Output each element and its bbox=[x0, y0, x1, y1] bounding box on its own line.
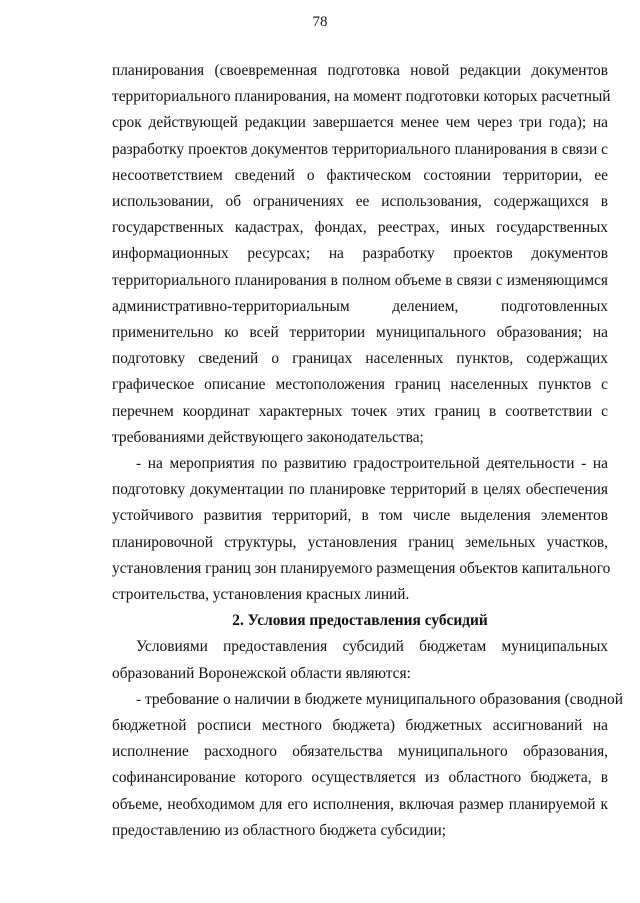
document-body bbox=[112, 58, 623, 844]
text-line: разработку проектов документов территориального планирования в связи с bbox=[112, 140, 608, 158]
text-line: подготовку документации по планировке территорий в целях обеспечения bbox=[112, 481, 608, 499]
text-line: графическое описание местоположения границ населенных пунктов с bbox=[112, 376, 608, 394]
text-line: строительства, установления красных линий. bbox=[112, 586, 410, 604]
text-line: исполнение расходного обязательства муниципального образования, bbox=[112, 743, 608, 761]
text-line: планировочной структуры, установления границ земельных участков, bbox=[112, 533, 608, 551]
text-line: объеме, необходимом для его исполнения, включая размер планируемой к bbox=[112, 795, 608, 813]
text-line: требованиями действующего законодательства; bbox=[112, 428, 424, 446]
text-line: софинансирование которого осуществляется из областного бюджета, в bbox=[112, 769, 608, 787]
text-line: административно-территориальным делением, подготовленных bbox=[112, 297, 608, 315]
text-line: установления границ зон планируемого размещения объектов капитального bbox=[112, 559, 611, 577]
text-line: предоставлению из областного бюджета субсидии; bbox=[112, 821, 447, 839]
text-line: Условиями предоставления субсидий бюджетам муниципальных bbox=[136, 638, 608, 656]
text-line: образований Воронежской области являются: bbox=[112, 664, 411, 682]
text-line: территориального планирования, на момент подготовки которых расчетный bbox=[112, 88, 611, 106]
text-line: устойчивого развития территорий, в том числе выделения элементов bbox=[112, 507, 608, 525]
text-line: территориального планирования в полном объеме в связи с изменяющимся bbox=[112, 271, 608, 289]
text-line: подготовку сведений о границах населенных пунктов, содержащих bbox=[112, 350, 608, 368]
text-line: планирования (своевременная подготовка новой редакции документов bbox=[112, 62, 608, 79]
paragraph-conditions-intro bbox=[112, 634, 608, 686]
text-line: перечнем координат характерных точек этих границ в соответствии с bbox=[112, 402, 608, 420]
section-heading: 2. Условия предоставления субсидий bbox=[232, 612, 488, 630]
text-line: - требование о наличии в бюджете муниципального образования (сводной bbox=[136, 690, 623, 708]
paragraph-territorial-planning bbox=[112, 58, 611, 451]
text-line: информационных ресурсах; на разработку проектов документов bbox=[112, 245, 608, 263]
text-line: срок действующей редакции завершается менее чем через три года); на bbox=[112, 114, 608, 132]
page-number: 78 bbox=[312, 14, 328, 30]
text-line: бюджетной росписи местного бюджета) бюджетных ассигнований на bbox=[112, 717, 608, 735]
paragraph-budget-requirement bbox=[112, 687, 623, 844]
text-line: несоответствием сведений о фактическом состоянии территории, ее bbox=[112, 166, 608, 184]
text-line: государственных кадастрах, фондах, реестрах, иных государственных bbox=[112, 219, 608, 237]
text-line: использовании, об ограничениях ее использования, содержащихся в bbox=[112, 193, 608, 211]
text-line: применительно ко всей территории муниципального образования; на bbox=[112, 324, 608, 342]
text-line: - на мероприятия по развитию градостроительной деятельности - на bbox=[136, 455, 608, 473]
paragraph-urban-development bbox=[112, 451, 611, 608]
